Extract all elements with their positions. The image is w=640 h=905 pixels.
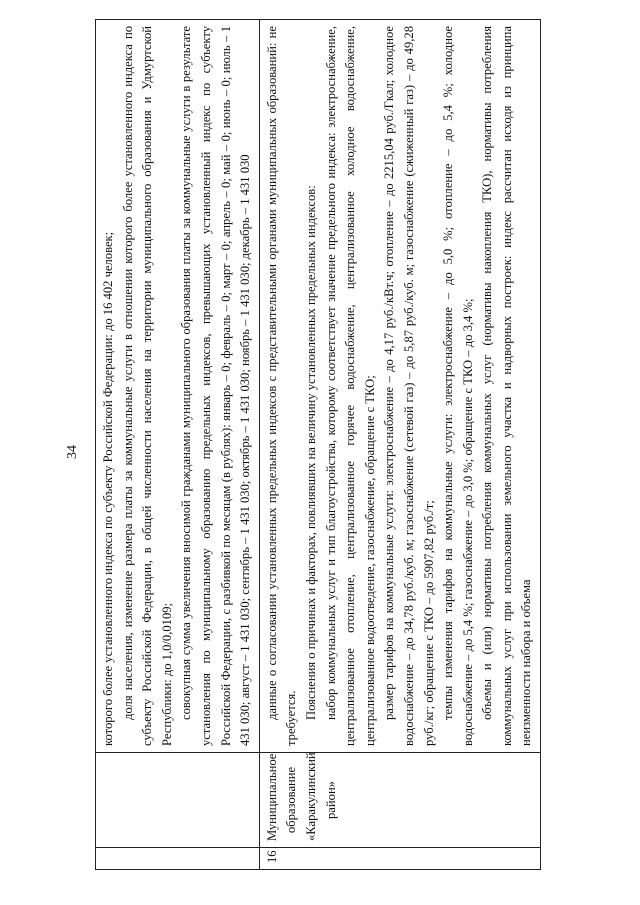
index-table [95, 19, 541, 870]
content-paragraph: набор коммунальных услуг и тип благоустройства, которому соответствует значение предельного индекса: электроснабжение, централизованное отопление, централизованное горячее водоснабжение, централизованное холодное водоснабжение, централизованное водоотведение, газоснабжение, обращение с ТКО; [323, 26, 377, 746]
content-paragraph: доля населения, изменение размера платы за коммунальные услуги в отношении которого более установленного индекса по субъекту Российской Федерации, в общей численности населения на территории муниципального образования и Удмуртской Республики: до 1,0/0,0109; [120, 26, 174, 746]
content-paragraph: размер тарифов на коммунальные услуги: электроснабжение – до 4,17 руб./кВт.ч; отопление – до 2215,04 руб./Гкал; холодное водоснабжение – до 34,78 руб./куб. м; газоснабжение (сетевой газ) – до 5,87 руб./куб. м; газоснабжение (сжиженный газ) – до 49,28 руб./кг; обращение с ТКО – до 5907,82 руб./т; [382, 26, 436, 746]
row-number-cell-empty [96, 848, 260, 870]
municipality-cell: Муниципальное образование «Каракулинский район» [259, 753, 540, 848]
content-paragraph: которого более установленного индекса по субъекту Российской Федерации: до 16 402 человек; [101, 231, 115, 746]
row-content-cell [96, 20, 260, 753]
content-paragraph: темпы изменения тарифов на коммунальные услуги: электроснабжение – до 5,0 %; отопление – до 5,4 %; холодное водоснабжение – до 5,4 %; газоснабжение – до 3,0 %; обращение с ТКО – до 3,4 %; [441, 26, 475, 746]
table-row-previous [96, 20, 260, 870]
row-content-cell [259, 20, 540, 753]
municipality-cell-empty [96, 753, 260, 848]
content-paragraph: совокупная сумма увеличения вносимой гражданами муниципального образования платы за коммунальные услуги в результате установления по муниципальному образованию предельных индексов, превышающих установленный индекс по субъекту Российской Федерации, с разбивкой по месяцам (в рублях): январь – 0; февраль – 0; март – 0; апрель – 0; май – 0; июнь – 0; июль – 1 431 030; август – 1 431 030; сентябрь – 1 431 030; октябрь – 1 431 030; ноябрь – 1 431 030; декабрь – 1 431 030 [179, 26, 253, 746]
rotated-table-area [95, 20, 608, 870]
row-number-cell: 16 [259, 848, 540, 870]
page-number: 34 [65, 445, 80, 459]
table-row-16 [259, 20, 540, 870]
content-paragraph: объемы и (или) нормативы потребления коммунальных услуг (нормативы накопления ТКО), нормативы потребления коммунальных услуг при использовании земельного участка и надворных построек: индекс рассчитан исходя из принципа неизменности набора и объема [480, 26, 534, 746]
content-paragraph: Пояснения о причинах и факторах, повлиявших на величину установленных предельных индексов: [303, 185, 318, 720]
content-paragraph: данные о согласовании установленных предельных индексов с представительными органами муниципальных образований: не требуется. [264, 26, 299, 746]
